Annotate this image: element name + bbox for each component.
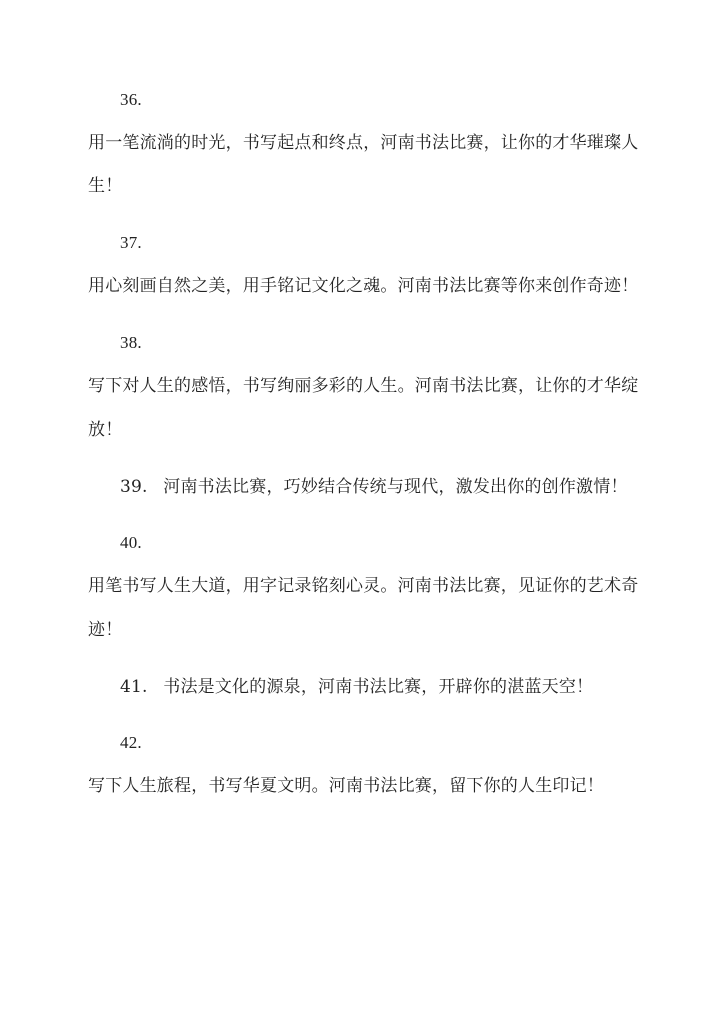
item-inline-row — [120, 677, 680, 697]
item-inline-row — [120, 477, 680, 497]
item-text-line: 写下对人生的感悟，书写绚丽多彩的人生。河南书法比赛，让你的才华绽 — [88, 376, 639, 396]
item-number: 36. — [120, 90, 142, 109]
item-text-line: 用心刻画自然之美，用手铭记文化之魂。河南书法比赛等你来创作奇迹！ — [88, 276, 639, 296]
item-text-line: 放！ — [88, 420, 123, 440]
item-number: 39. — [120, 477, 148, 497]
item-text-line: 用一笔流淌的时光，书写起点和终点，河南书法比赛，让你的才华璀璨人 — [88, 133, 639, 153]
item-text-line: 写下人生旅程，书写华夏文明。河南书法比赛，留下你的人生印记！ — [88, 776, 604, 796]
item-inline-text: 书法是文化的源泉，河南书法比赛，开辟你的湛蓝天空！ — [163, 677, 594, 697]
item-number: 38. — [120, 333, 142, 352]
item-number: 37. — [120, 233, 142, 252]
item-text-line: 生！ — [88, 176, 123, 196]
item-number: 42. — [120, 733, 142, 752]
item-text-line: 迹！ — [88, 620, 123, 640]
item-number: 41. — [120, 677, 148, 697]
item-text-line: 用笔书写人生大道，用字记录铭刻心灵。河南书法比赛，见证你的艺术奇 — [88, 576, 639, 596]
item-number: 40. — [120, 533, 142, 552]
item-inline-text: 河南书法比赛，巧妙结合传统与现代，激发出你的创作激情！ — [163, 477, 628, 497]
